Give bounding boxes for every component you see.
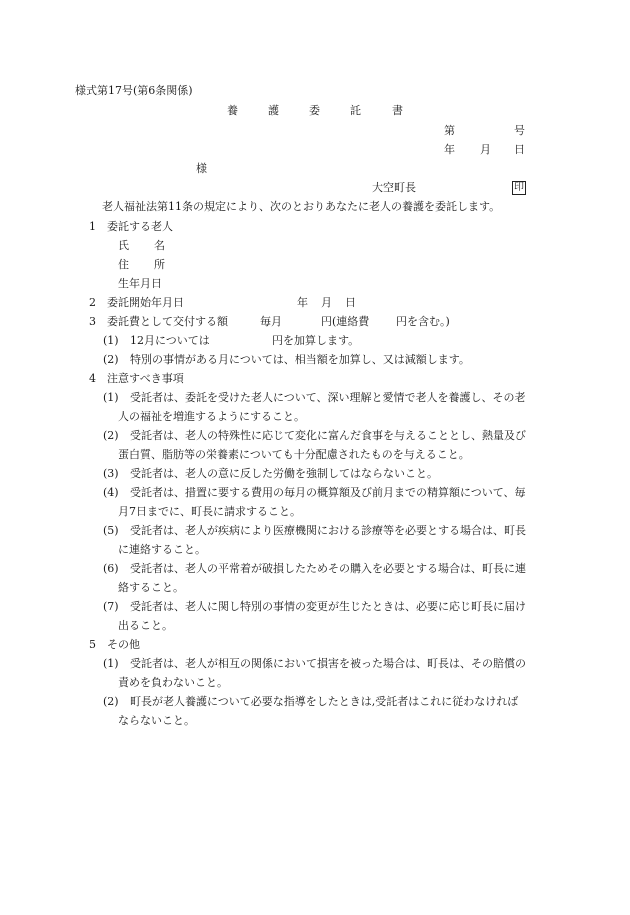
monthly-label: 毎月 [260, 315, 282, 328]
name-label-a: 氏 [118, 239, 129, 252]
section2-heading: 2 委託開始年月日 [89, 296, 184, 309]
s4-item-num: (6) [103, 562, 119, 575]
s5-item-num: (2) [103, 695, 119, 708]
s5-item-line1: 受託者は、老人が相互の関係において損害を被った場合は、町長は、その賠償の [130, 657, 526, 670]
s4-item-line2: に連絡すること。 [118, 543, 206, 556]
s3-item1-num: (1) [103, 334, 119, 347]
s3-item1-suffix: 円を加算します。 [272, 334, 360, 347]
yen-included-label: 円を含む。) [396, 315, 450, 328]
number-go: 号 [514, 124, 525, 137]
birthdate-label: 生年月日 [118, 277, 162, 290]
section4-heading: 4 注意すべき事項 [89, 372, 184, 385]
s4-item-num: (1) [103, 391, 119, 404]
title-char: 護 [268, 104, 279, 117]
title-char: 書 [392, 104, 403, 117]
s3-item1-text: 12月については [130, 334, 210, 347]
s4-item-num: (5) [103, 524, 119, 537]
s3-item2-num: (2) [103, 353, 119, 366]
s4-item-line1: 受託者は、老人が疾病により医療機関における診療等を必要とする場合は、町長 [130, 524, 526, 537]
start-year: 年 [297, 296, 308, 309]
s4-item-line2: 蛋白質、脂肪等の栄養素についても十分配慮されたものを与えること。 [118, 448, 470, 461]
s4-item-num: (4) [103, 486, 119, 499]
s4-item-line2: 人の福祉を増進するようにすること。 [118, 410, 305, 423]
date-year: 年 [444, 143, 455, 156]
address-label-a: 住 [118, 258, 129, 271]
intro-text: 老人福祉法第11条の規定により、次のとおりあなたに老人の養護を委託します。 [102, 200, 501, 213]
start-day: 日 [345, 296, 356, 309]
s4-item-line1: 受託者は、措置に要する費用の毎月の概算額及び前月までの精算額について、毎 [130, 486, 526, 499]
s4-item-num: (7) [103, 600, 119, 613]
s4-item-line2: 月7日までに、町長に請求すること。 [118, 505, 301, 518]
number-dai: 第 [444, 124, 455, 137]
s4-item-num: (2) [103, 429, 119, 442]
addressee-suffix: 様 [196, 162, 207, 175]
title-char: 養 [227, 104, 238, 117]
date-month: 月 [480, 143, 491, 156]
s4-item-line1: 受託者は、委託を受けた老人について、深い理解と愛情で老人を養護し、その老 [130, 391, 526, 404]
date-day: 日 [514, 143, 525, 156]
s4-item-line1: 受託者は、老人の特殊性に応じて変化に富んだ食事を与えることとし、熱量及び [130, 429, 526, 442]
form-number: 様式第17号(第6条関係) [75, 84, 193, 97]
sender-name: 大空町長 [372, 181, 416, 194]
title-char: 委 [309, 104, 320, 117]
title-char: 託 [350, 104, 361, 117]
section1-heading: 1 委託する老人 [89, 220, 173, 233]
s4-item-line2: 絡すること。 [118, 581, 184, 594]
s5-item-line2: ならないこと。 [118, 714, 195, 727]
s4-item-num: (3) [103, 467, 119, 480]
yen-label: 円(連絡費 [321, 315, 370, 328]
s4-item-line1: 受託者は、老人の意に反した労働を強制してはならないこと。 [130, 467, 438, 480]
start-month: 月 [321, 296, 332, 309]
s4-item-line1: 受託者は、老人の平常着が破損したためその購入を必要とする場合は、町長に連 [130, 562, 526, 575]
seal-mark [512, 180, 526, 195]
s4-item-line2: 出ること。 [118, 619, 173, 632]
section5-heading: 5 その他 [89, 638, 140, 651]
s5-item-num: (1) [103, 657, 119, 670]
s4-item-line1: 受託者は、老人に関し特別の事情の変更が生じたときは、必要に応じ町長に届け [130, 600, 526, 613]
address-label-b: 所 [154, 258, 165, 271]
name-label-b: 名 [154, 239, 165, 252]
section3-heading: 3 委託費として交付する額 [89, 315, 228, 328]
s3-item2-text: 特別の事情がある月については、相当額を加算し、又は減額します。 [130, 353, 470, 366]
s5-item-line2: 責めを負わないこと。 [118, 676, 228, 689]
seal-label: 印 [514, 182, 524, 193]
s5-item-line1: 町長が老人養護について必要な指導をしたときは,受託者はこれに従わなければ [130, 695, 519, 708]
